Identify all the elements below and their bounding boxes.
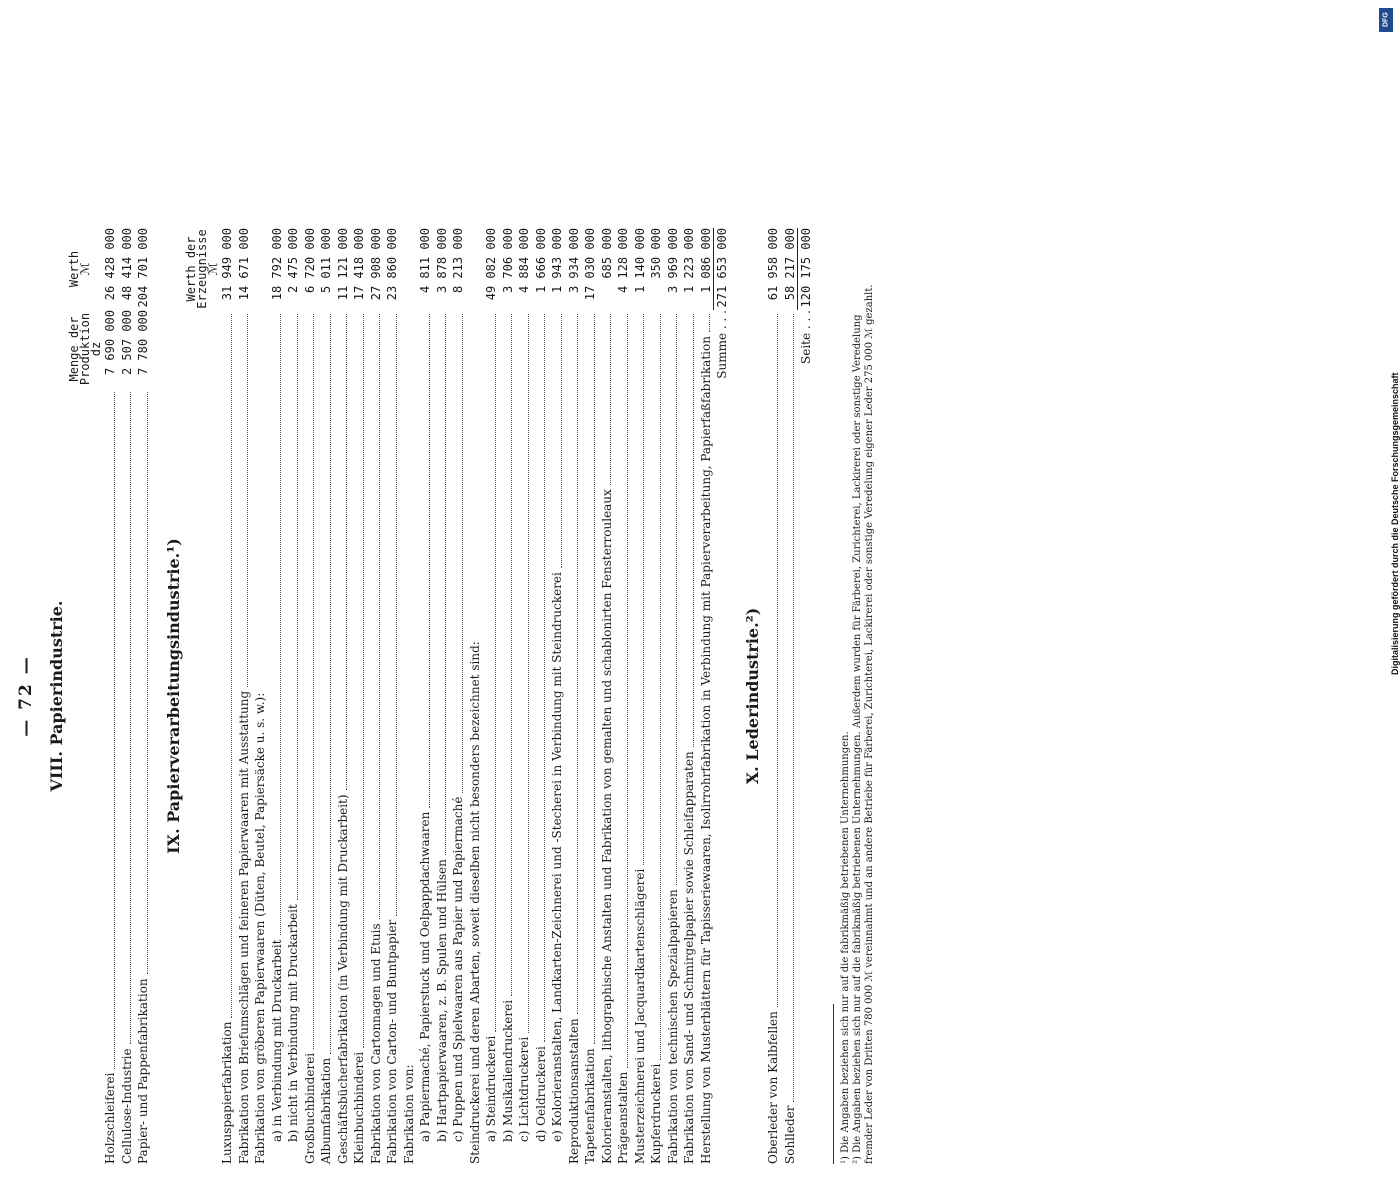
row-value: 1 223 000 [682,228,696,294]
section-ix-column-header [186,228,219,1164]
table-row [269,228,286,1164]
row-value: 2 475 000 [286,228,300,294]
section-viii-title: VIII. Papierindustrie. [46,600,66,792]
row-label: Fabrikation von Sand- und Schmirgelpapier sowie Schleifapparaten [682,751,696,1164]
leader-dots [313,314,314,1049]
row-label: Steindruckerei und deren Abarten, soweit dieselben nicht besonders bezeichnet sind: [467,641,482,1164]
row-label: Papier- und Pappenfabrikation [136,978,150,1164]
row-label: Fabrikation von Briefumschlägen und feineren Papierwaaren mit Ausstattung [236,690,251,1164]
leader-dots [363,314,364,1048]
leader-dots [429,314,430,808]
leader-dots [147,392,148,974]
table-row [252,228,269,1164]
section-ix-sum-row [714,228,731,1164]
table-row [135,228,152,1164]
table-row [533,228,550,1164]
row-label: Holzschleiferei [103,1072,117,1164]
leader-dots [114,392,115,1069]
table-row [665,228,682,1164]
row-value: 61 958 000 [766,228,780,301]
leader-dots [462,314,463,793]
table-row [648,228,665,1164]
sum-value: 271 653 000 [713,228,731,310]
werth-value: 26 428 000 [103,228,117,301]
row-value: 685 000 [599,228,614,279]
leader-dots [280,314,281,935]
leader-dots [330,314,331,1054]
row-label: b) nicht in Verbindung mit Druckarbeit [286,904,300,1142]
table-row [782,228,799,1164]
leader-dots [130,392,131,1044]
table-row [302,228,319,1164]
page-sum-label: Seite . . . [799,310,813,364]
table-row [401,228,418,1164]
row-value: 6 720 000 [302,228,317,294]
row-label: Tapetenfabrikation [583,1048,597,1164]
leader-dots [676,314,677,885]
footnote-2: ²) Die Angaben beziehen sich nur auf die fabrikmäßig betriebenen Unternehmungen. Außerdem wurden für Färberei, Zurichterei, Lackirerei oder sonstige Veredelung fremder Leder von Dritten 780 000 ℳ vereinnahmt und an andere Betriebe für Färberei, Zurichterei, Lackirerei oder sonstige Veredelung eigener Leder 275 000 ℳ gezahlt. [851,284,875,1164]
row-label: Fabrikation von Carton- und Buntpapier [385,919,399,1164]
leader-dots [610,314,611,485]
menge-value: 7 690 000 [103,310,117,376]
leader-dots [660,314,661,1060]
row-value: 4 128 000 [616,228,630,294]
row-value: 1 140 000 [632,228,647,294]
footnote-1: ¹) Die Angaben beziehen sich nur auf die fabrikmäßig betriebenen Unternehmungen. [839,731,851,1164]
table-row [500,228,517,1164]
row-value: 11 121 000 [335,228,350,301]
sum-label: Summe . . . [715,310,729,379]
leader-dots [346,314,347,790]
row-label: Fabrikation von: [401,1064,416,1164]
row-value: 1 086 000 [698,228,713,294]
leader-dots [577,314,578,1014]
row-value: 3 934 000 [566,228,581,294]
row-label: Albumfabrikation [319,1057,333,1164]
werth-erzeugnisse-unit: ℳ [206,262,220,276]
leader-dots [231,314,232,1018]
werth-header: Werth [67,250,81,288]
row-value: 5 011 000 [319,228,333,294]
table-row [219,228,236,1164]
werth-unit: ℳ [78,262,92,276]
leader-dots [793,314,794,1102]
leader-dots [445,314,446,855]
table-row [599,228,616,1164]
table-row [285,228,302,1164]
leader-dots [247,314,248,687]
row-value: 18 792 000 [269,228,284,301]
dfg-logo: DFG [1379,8,1393,32]
leader-dots [777,314,778,1007]
leader-dots [528,314,529,1033]
leader-dots [544,314,545,1042]
table-row [566,228,583,1164]
table-row [549,228,566,1164]
row-label: Oberleder von Kalbfellen [766,1011,780,1164]
table-row [698,228,715,1164]
table-row [119,228,136,1164]
werth-value: 204 701 000 [136,228,150,308]
leader-dots [396,314,397,916]
row-label: Prägeanstalten [616,1071,630,1164]
table-row [615,228,632,1164]
row-label: Luxuspapierfabrikation [220,1021,234,1164]
leader-dots [709,314,710,332]
section-viii-column-headers [69,228,102,1164]
row-value: 17 030 000 [583,228,597,301]
table-row [516,228,533,1164]
rotated-document-page [0,200,900,1200]
row-label: d) Oeldruckerei [533,1046,548,1142]
section-x-table [765,228,798,1164]
row-value: 3 878 000 [434,228,449,294]
leader-dots [511,314,512,996]
leader-dots [297,314,298,900]
leader-dots [561,314,562,568]
section-ix-table [219,228,714,1164]
row-value: 4 811 000 [418,228,432,294]
table-row [318,228,335,1164]
row-label: b) Hartpapierwaaren, z. B. Spulen und Hülsen [434,859,449,1142]
table-row [632,228,649,1164]
leader-dots [495,314,496,1032]
menge-unit: dz [89,341,103,357]
row-label: Musterzeichnerei und Jacquardkartenschlägerei [632,868,647,1164]
row-label: a) in Verbindung mit Druckarbeit [269,939,284,1142]
table-row [417,228,434,1164]
row-label: b) Musikaliendruckerei [500,999,515,1142]
row-value: 1 943 000 [550,228,564,294]
digitization-sidebar [1375,0,1400,1000]
row-value: 17 418 000 [352,228,366,301]
row-value: 1 666 000 [533,228,548,294]
row-label: c) Lichtdruckerei [517,1036,531,1142]
row-label: a) Papiermaché, Papierstuck und Oelpappdachwaaren [418,811,432,1142]
row-value: 27 908 000 [368,228,383,301]
section-viii-table [102,228,152,1164]
section-ix-title: IX. Papierverarbeitungsindustrie.¹) [163,538,183,854]
row-label: Fabrikation von gröberen Papierwaaren (Düten, Beutel, Papiersäcke u. s. w.): [253,692,267,1164]
row-label: Kleinbuchbinderei [352,1051,366,1164]
funding-notice: Digitalisierung gefördert durch die Deutsche Forschungsgemeinschaft [1390,372,1400,675]
table-row [335,228,352,1164]
table-row [368,228,385,1164]
row-value: 31 949 000 [220,228,234,301]
row-value: 14 671 000 [236,228,251,301]
section-x-sum-row [798,228,815,1164]
table-row [681,228,698,1164]
werth-value: 48 414 000 [119,228,134,301]
footnote-divider [833,1004,840,1164]
row-value: 49 082 000 [484,228,498,301]
leader-dots [643,314,644,865]
leader-dots [379,314,380,919]
row-label: e) Kolorieranstalten, Landkarten-Zeichnerei und -Stecherei in Verbindung mit Steindruckerei [550,572,564,1142]
row-value: 4 884 000 [517,228,531,294]
table-row [582,228,599,1164]
menge-value: 7 780 000 [136,310,150,376]
table-row [483,228,500,1164]
table-row [384,228,401,1164]
row-label: Kupferdruckerei [649,1063,663,1164]
row-label: Herstellung von Musterblättern für Tapisseriewaaren, Isolirrohrfabrikation in Verbindung mit Papierverarbeitung, Papierfaßfabrikation [698,336,713,1164]
page-number: — 72 — [16,655,36,737]
row-value: 3 706 000 [500,228,515,294]
row-label: Großbuchbinderei [302,1052,317,1164]
row-value: 350 000 [649,228,663,279]
table-row [351,228,368,1164]
werth-erzeugnisse-header: Werth der Erzeugnisse [184,229,209,309]
menge-header: Menge der Produktion [67,312,92,386]
row-label: Cellulose-Industrie [119,1048,134,1164]
menge-value: 2 507 000 [119,310,134,376]
leader-dots [693,314,694,747]
row-label: Geschäftsbücherfabrikation (in Verbindung mit Druckarbeit) [335,794,350,1164]
section-x-title: X. Lederindustrie.²) [742,607,762,785]
row-value: 8 213 000 [451,228,465,294]
table-row [102,228,119,1164]
row-label: c) Puppen und Spielwaaren aus Papier und Papiermaché [451,796,465,1142]
leader-dots [627,314,628,1068]
row-label: Kolorieranstalten, lithographische Anstalten und Fabrikation von gemalten und schablonirten Fensterrouleaux [599,489,614,1164]
row-label: Fabrikation von Cartonnagen und Etuis [368,923,383,1164]
page-sum-value: 120 175 000 [797,228,815,310]
table-row [450,228,467,1164]
leader-dots [594,314,595,1044]
row-value: 58 217 000 [782,228,797,301]
row-value: 3 969 000 [665,228,680,294]
row-label: Sohlleder [782,1105,797,1164]
table-row [434,228,451,1164]
table-row [236,228,253,1164]
row-label: Fabrikation von technischen Spezialpapieren [665,889,680,1164]
table-row [765,228,782,1164]
row-label: Reproduktionsanstalten [566,1018,581,1164]
table-row [467,228,484,1164]
row-value: 23 860 000 [385,228,399,301]
row-label: a) Steindruckerei [484,1035,498,1142]
